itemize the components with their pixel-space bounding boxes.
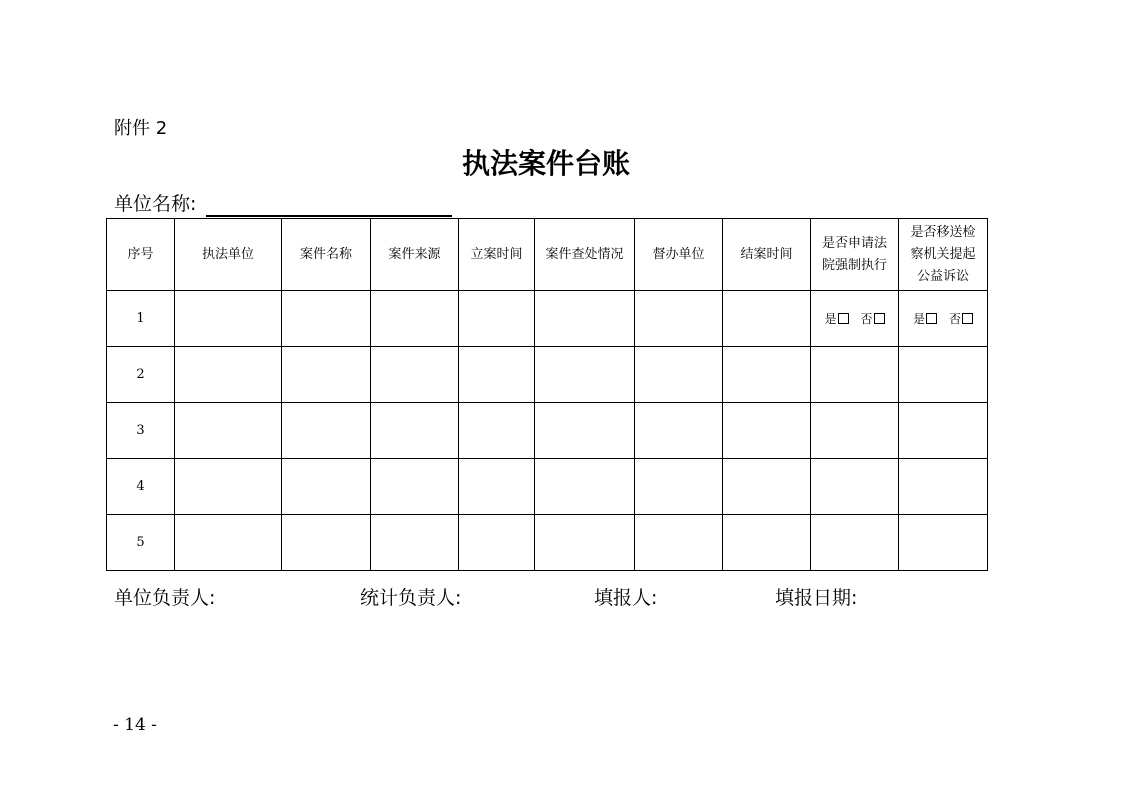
table-cell[interactable] [635,347,723,403]
unit-name-label: 单位名称: [114,193,197,215]
checkbox-icon[interactable] [874,313,885,324]
header-proc-line-3: 公益诉讼 [916,268,969,284]
table-cell[interactable] [282,347,371,403]
table-row [107,459,988,515]
checkbox-icon[interactable] [962,313,973,324]
table-cell[interactable] [459,403,535,459]
row-seq: 5 [107,515,175,571]
table-cell[interactable] [175,459,282,515]
attachment-label: 附件 2 [114,118,168,139]
table-cell[interactable] [535,515,635,571]
table-cell[interactable] [282,291,371,347]
header-filing-date: 立案时间 [459,219,535,291]
table-cell[interactable] [371,347,459,403]
header-closing-date: 结案时间 [723,219,811,291]
table-cell[interactable] [175,403,282,459]
table-cell[interactable] [635,459,723,515]
table-cell[interactable] [723,403,811,459]
case-ledger-table [106,218,988,571]
table-cell[interactable] [535,459,635,515]
table-cell[interactable] [371,515,459,571]
header-proc-line-2: 察机关提起 [910,246,976,262]
row-seq: 2 [107,347,175,403]
header-investigation-status: 案件查处情况 [535,219,635,291]
proc-no-option[interactable]: 否 [949,308,973,330]
fill-date-label: 填报日期: [775,587,858,609]
header-case-name: 案件名称 [282,219,371,291]
proc-choice-cell [899,291,988,347]
court-yes-option[interactable]: 是 [824,308,848,330]
table-row [107,515,988,571]
table-cell[interactable] [899,347,988,403]
header-public-interest-litigation [899,219,988,291]
document-title: 执法案件台账 [461,147,630,180]
table-cell[interactable] [723,291,811,347]
table-cell[interactable] [535,291,635,347]
table-cell[interactable] [175,347,282,403]
table-cell[interactable] [282,459,371,515]
checkbox-icon[interactable] [838,313,849,324]
table-cell[interactable] [899,459,988,515]
unit-name-row [114,191,452,217]
table-cell[interactable] [459,515,535,571]
header-supervising-unit: 督办单位 [635,219,723,291]
court-choice-cell [811,291,899,347]
header-proc-line-1: 是否移送检 [910,224,976,240]
table-cell[interactable] [811,515,899,571]
unit-head-label: 单位负责人: [114,587,216,609]
table-row [107,291,988,347]
header-court-line-2: 院强制执行 [821,257,887,273]
table-cell[interactable] [459,459,535,515]
row-seq: 4 [107,459,175,515]
table-cell[interactable] [459,291,535,347]
header-case-source: 案件来源 [371,219,459,291]
header-seq: 序号 [107,219,175,291]
stats-head-label: 统计负责人: [360,587,462,609]
unit-name-blank [206,195,452,217]
table-cell[interactable] [811,459,899,515]
page-number: - 14 - [113,715,157,735]
row-seq: 3 [107,403,175,459]
table-cell[interactable] [175,291,282,347]
table-cell[interactable] [535,403,635,459]
table-cell[interactable] [371,291,459,347]
table-cell[interactable] [535,347,635,403]
table-cell[interactable] [371,459,459,515]
table-header-row [107,219,988,291]
table-row [107,403,988,459]
court-no-option[interactable]: 否 [861,308,885,330]
table-cell[interactable] [175,515,282,571]
table-cell[interactable] [723,459,811,515]
row-seq: 1 [107,291,175,347]
table-cell[interactable] [459,347,535,403]
header-enforcement-unit: 执法单位 [175,219,282,291]
table-cell[interactable] [723,347,811,403]
header-court-line-1: 是否申请法 [821,235,887,251]
table-cell[interactable] [282,515,371,571]
table-cell[interactable] [635,403,723,459]
header-court-enforcement [811,219,899,291]
table-cell[interactable] [723,515,811,571]
table-cell[interactable] [899,515,988,571]
table-cell[interactable] [811,347,899,403]
table-cell[interactable] [811,403,899,459]
table-row [107,347,988,403]
checkbox-icon[interactable] [926,313,937,324]
filler-label: 填报人: [594,587,658,609]
table-cell[interactable] [635,515,723,571]
proc-yes-option[interactable]: 是 [913,308,937,330]
table-cell[interactable] [371,403,459,459]
table-cell[interactable] [282,403,371,459]
table-cell[interactable] [899,403,988,459]
table-cell[interactable] [635,291,723,347]
